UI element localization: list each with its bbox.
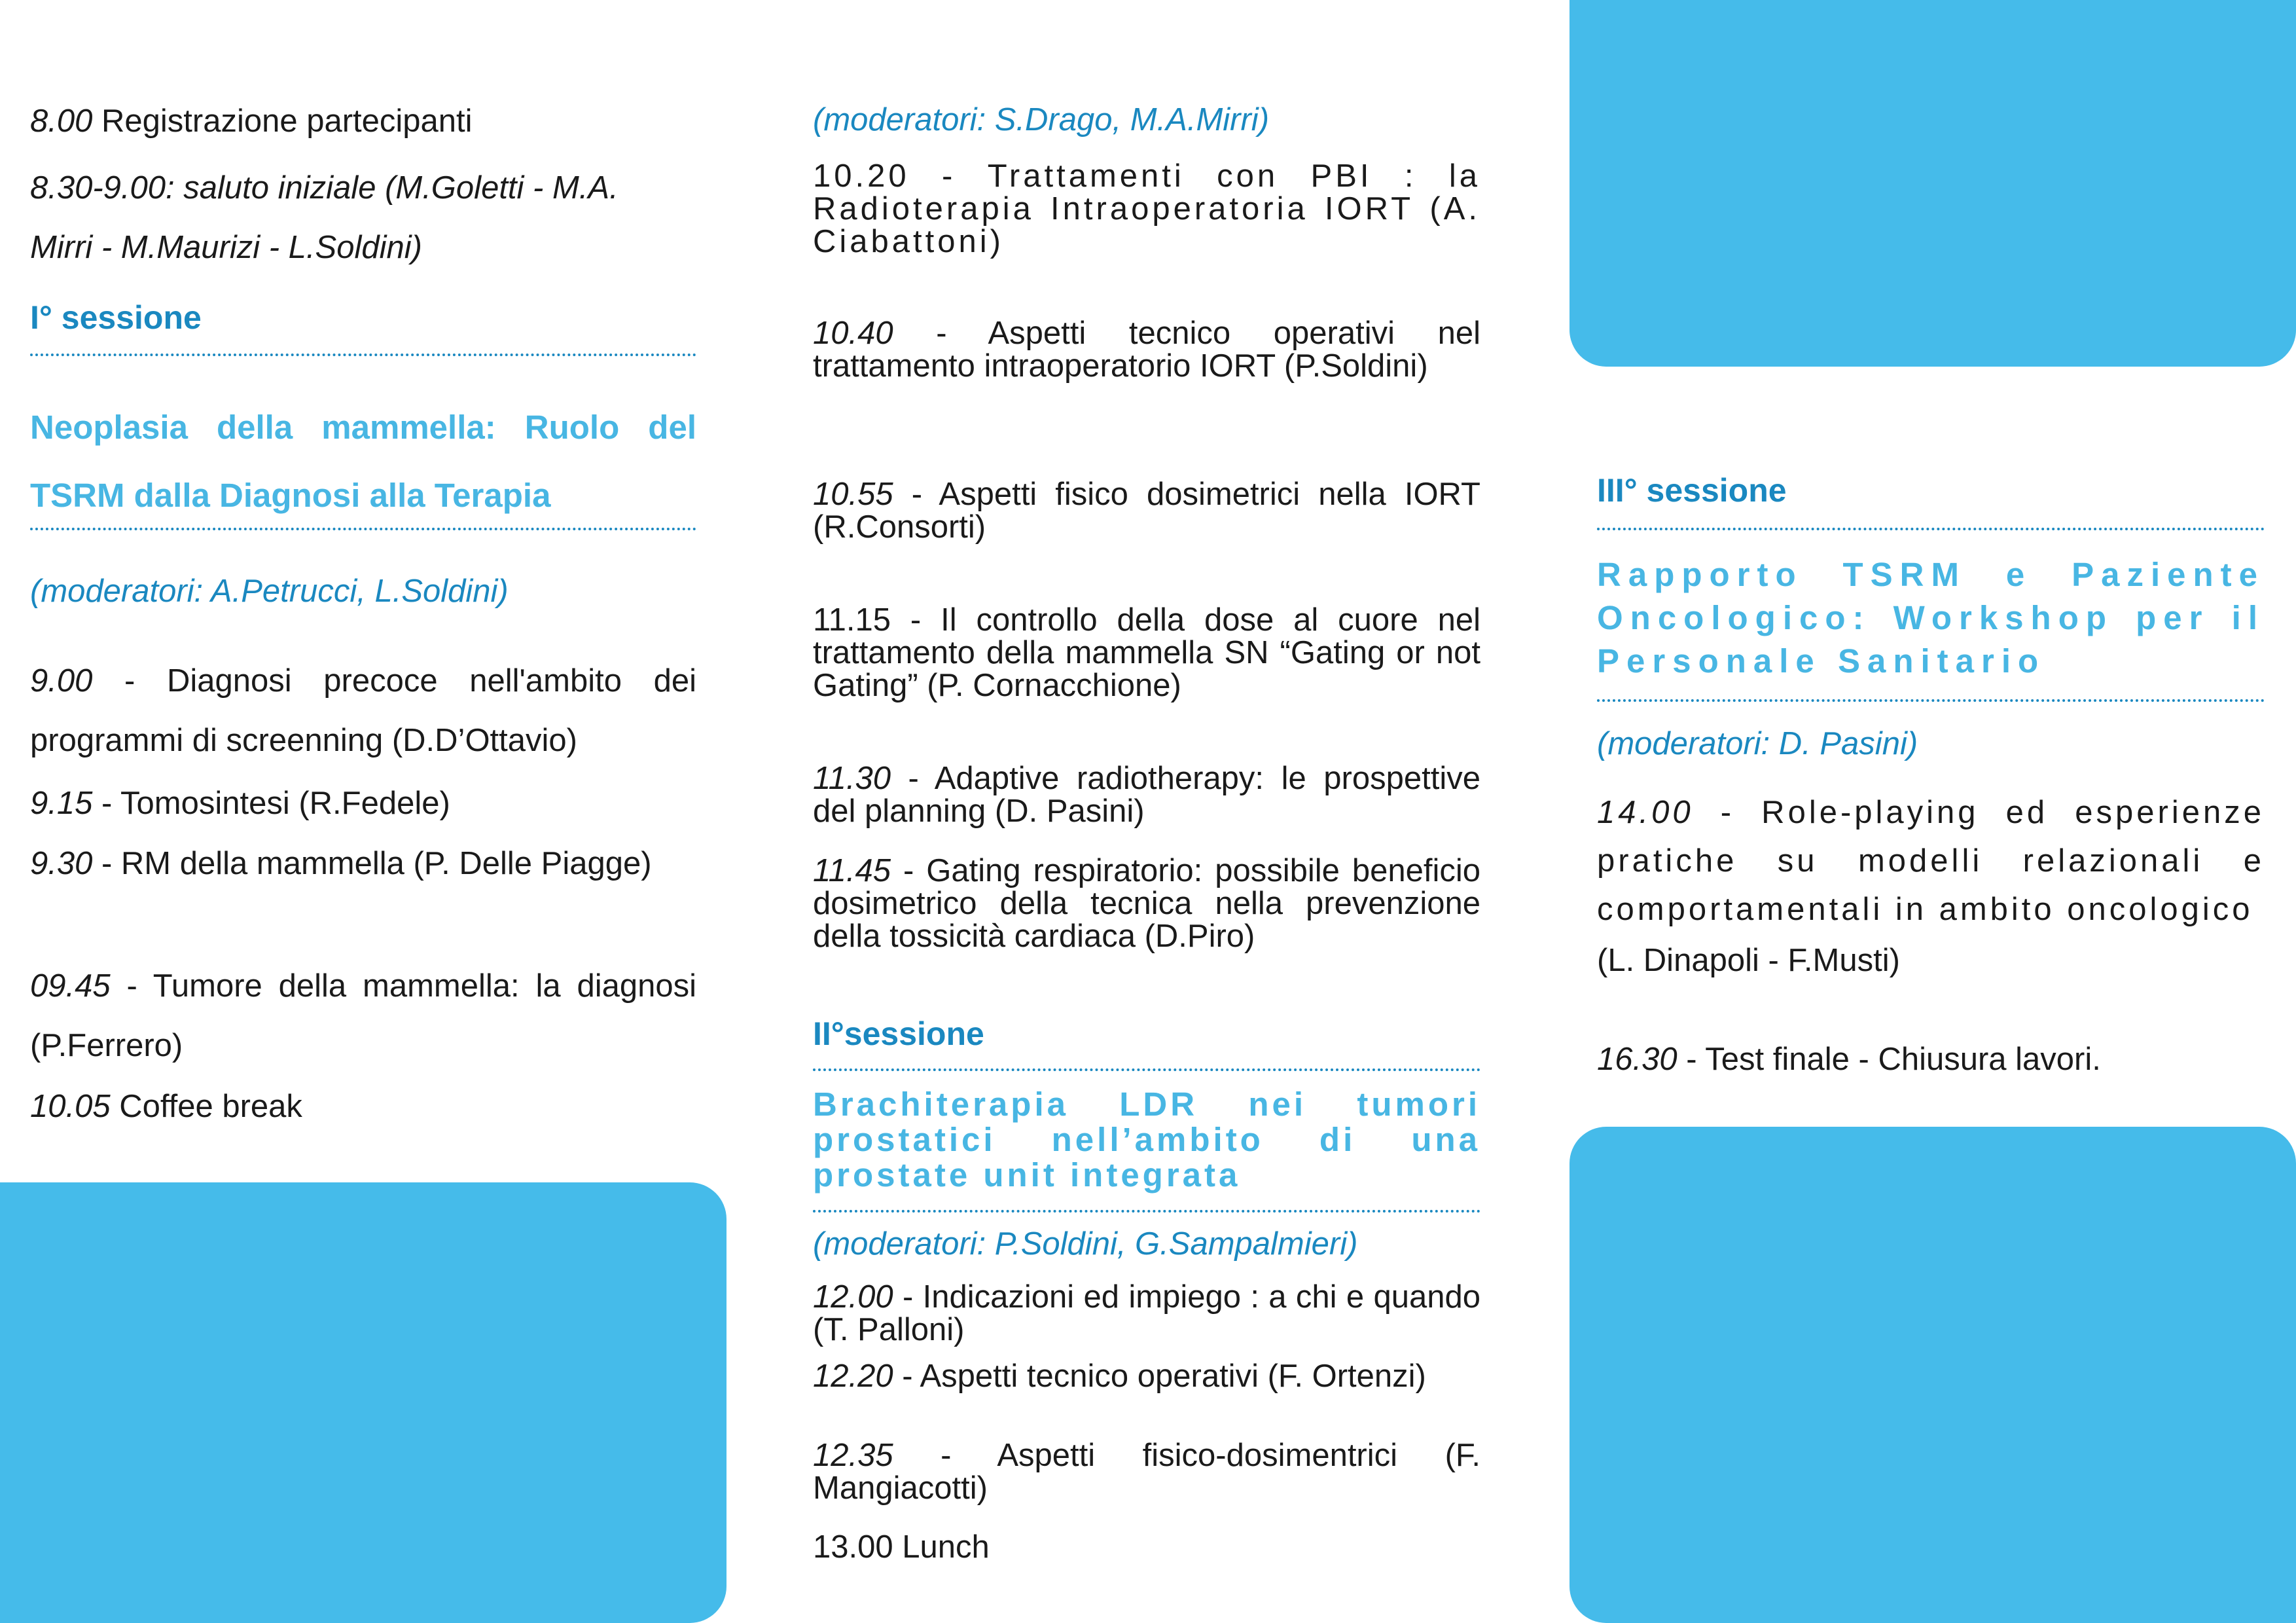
session-2-heading: II°sessione <box>813 1015 984 1052</box>
schedule-item: 10.20 - Trattamenti con PBI : la Radioterapia Intraoperatoria IORT (A. Ciabattoni) <box>813 158 1480 259</box>
dotted-divider <box>1597 528 2265 530</box>
session-3-heading: III° sessione <box>1597 472 1787 509</box>
schedule-item: 12.35 - Aspetti fisico-dosimentrici (F. Mangiacotti) <box>813 1438 1480 1506</box>
schedule-item: 9.00 - Diagnosi precoce nell'ambito dei programmi di screenning (D.D’Ottavio) <box>30 663 696 758</box>
session-1-moderators: (moderatori: A.Petrucci, L.Soldini) <box>30 574 509 609</box>
session-1-title: Neoplasia della mammella: Ruolo del TSRM dalla Diagnosi alla Terapia <box>30 409 696 514</box>
schedule-item: 11.45 - Gating respiratorio: possibile beneficio dosimetrico della tecnica nella prevenzione della tossicità cardiaca (D.Piro) <box>813 853 1480 954</box>
dotted-divider <box>1597 699 2265 702</box>
dotted-divider <box>30 528 696 530</box>
session-2-title: Brachiterapia LDR nei tumori prostatici nell’ambito di una prostate unit integrata <box>813 1085 1480 1194</box>
session-3-moderators: (moderatori: D. Pasini) <box>1597 726 1918 761</box>
schedule-item: 11.30 - Adaptive radiotherapy: le prospettive del planning (D. Pasini) <box>813 761 1480 829</box>
schedule-item-closing: 16.30 - Test finale - Chiusura lavori. <box>1597 1042 2101 1077</box>
dotted-divider <box>30 354 696 356</box>
schedule-item: 12.00 - Indicazioni ed impiego : a chi e quando (T. Palloni) <box>813 1279 1480 1347</box>
schedule-item-coffee-break: 10.05 Coffee break <box>30 1089 302 1124</box>
decorative-block-bottom-right <box>1570 1127 2296 1623</box>
schedule-item: 12.20 - Aspetti tecnico operativi (F. Ortenzi) <box>813 1359 1426 1394</box>
session-3-title: Rapporto TSRM e Paziente Oncologico: Workshop per il Personale Sanitario <box>1597 556 2265 680</box>
schedule-item: 11.15 - Il controllo della dose al cuore nel trattamento della mammella SN “Gating or not Gating” (P. Cornacchione) <box>813 602 1480 703</box>
schedule-item: 09.45 - Tumore della mammella: la diagnosi (P.Ferrero) <box>30 968 696 1063</box>
schedule-item: 9.30 - RM della mammella (P. Delle Piagge) <box>30 846 652 881</box>
session-2-moderators: (moderatori: P.Soldini, G.Sampalmieri) <box>813 1226 1358 1262</box>
schedule-item-workshop-authors: (L. Dinapoli - F.Musti) <box>1597 943 1900 978</box>
schedule-item-workshop: 14.00 - Role-playing ed esperienze pratiche su modelli relazionali e comportamentali in ambito oncologico <box>1597 795 2265 927</box>
schedule-item-lunch: 13.00 Lunch <box>813 1529 990 1565</box>
decorative-block-bottom-left <box>0 1182 726 1623</box>
session-1-heading: I° sessione <box>30 299 202 336</box>
session-moderators-top: (moderatori: S.Drago, M.A.Mirri) <box>813 102 1270 137</box>
dotted-divider <box>813 1210 1480 1213</box>
schedule-item: 10.40 - Aspetti tecnico operativi nel trattamento intraoperatorio IORT (P.Soldini) <box>813 316 1480 384</box>
schedule-item-welcome: 8.30-9.00: saluto iniziale (M.Goletti - M.A. Mirri - M.Maurizi - L.Soldini) <box>30 170 619 265</box>
schedule-item: 10.55 - Aspetti fisico dosimetrici nella IORT (R.Consorti) <box>813 477 1480 545</box>
dotted-divider <box>813 1068 1480 1071</box>
schedule-item-registration: 8.00 Registrazione partecipanti <box>30 103 473 139</box>
schedule-item: 9.15 - Tomosintesi (R.Fedele) <box>30 786 450 821</box>
decorative-block-top-right <box>1570 0 2296 367</box>
